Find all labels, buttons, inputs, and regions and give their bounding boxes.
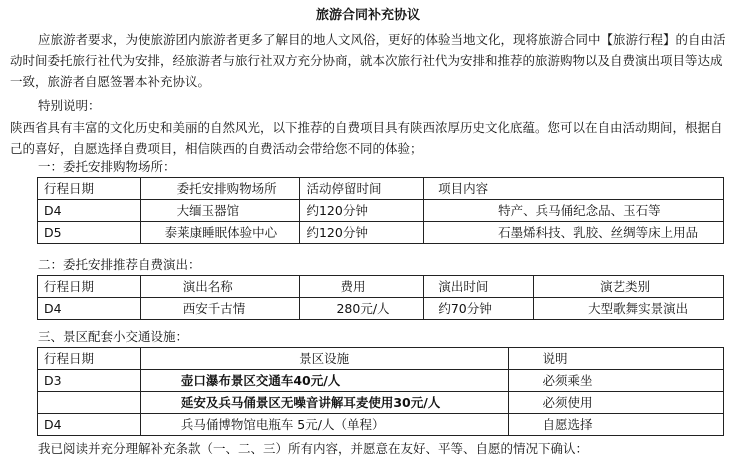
header-cost: 费用 <box>300 276 424 298</box>
header-date: 行程日期 <box>38 276 141 298</box>
cell-date: D4 <box>38 414 141 436</box>
table-row <box>38 222 724 244</box>
cell-show-time: 约70分钟 <box>424 298 534 320</box>
special-note-label: 特别说明： <box>38 98 101 113</box>
header-facility: 景区设施 <box>140 348 508 370</box>
cell-facility: 兵马俑博物馆电瓶车 5元/人（单程） <box>140 414 508 436</box>
cell-facility: 延安及兵马俑景区无噪音讲解耳麦使用30元/人 <box>140 392 508 414</box>
header-show-time: 演出时间 <box>424 276 534 298</box>
cell-date: D4 <box>38 298 141 320</box>
transport-table <box>37 347 724 436</box>
header-item-content: 项目内容 <box>424 178 724 200</box>
table-row <box>38 392 724 414</box>
section-shows-heading: 二：委托安排推荐自费演出： <box>38 257 201 272</box>
shows-table <box>37 275 724 320</box>
cell-note: 必须使用 <box>508 392 723 414</box>
section-shopping-heading: 一：委托安排购物场所： <box>38 159 176 174</box>
cell-stay-time: 约120分钟 <box>300 200 424 222</box>
header-show-name: 演出名称 <box>140 276 300 298</box>
cell-show-name: 西安千古情 <box>140 298 300 320</box>
header-note: 说明 <box>508 348 723 370</box>
cell-note: 必须乘坐 <box>508 370 723 392</box>
table-header-row <box>38 348 724 370</box>
shopping-table <box>37 177 724 244</box>
cell-item-content: 石墨烯科技、乳胶、丝绸等床上用品 <box>424 222 724 244</box>
table-row <box>38 414 724 436</box>
cell-date: D3 <box>38 370 141 392</box>
header-show-category: 演艺类别 <box>534 276 724 298</box>
header-date: 行程日期 <box>38 348 141 370</box>
table-row <box>38 298 724 320</box>
intro-paragraph: 应旅游者要求，为使旅游团内旅游者更多了解目的地人文风俗，更好的体验当地文化，现将旅游合同中【旅游行程】的自由活动时间委托旅行社代为安排，经旅游者与旅行社双方充分协商，就本次旅行社代为安排和推荐的旅游购物以及自费演出项目等达成一致，旅游者自愿签署本补充协议。 <box>10 32 726 89</box>
cell-shopping-place: 泰莱康睡眠体验中心 <box>140 222 300 244</box>
cell-date <box>38 392 141 414</box>
section-transport-heading: 三、景区配套小交通设施： <box>38 329 189 344</box>
table-row <box>38 370 724 392</box>
document-title: 旅游合同补充协议 <box>315 8 420 23</box>
cell-date: D5 <box>38 222 141 244</box>
table-header-row <box>38 276 724 298</box>
cell-stay-time: 约120分钟 <box>300 222 424 244</box>
table-header-row <box>38 178 724 200</box>
special-note-text: 陕西省具有丰富的文化历史和美丽的自然风光，以下推荐的自费项目具有陕西浓厚历史文化底蕴。您可以在自由活动期间，根据自己的喜好，自愿选择自费项目，相信陕西的自费活动会带给您不同的体验； <box>10 120 723 156</box>
header-stay-time: 活动停留时间 <box>300 178 424 200</box>
cell-facility: 壶口瀑布景区交通车40元/人 <box>140 370 508 392</box>
header-shopping-place: 委托安排购物场所 <box>140 178 300 200</box>
cell-note: 自愿选择 <box>508 414 723 436</box>
cell-cost: 280元/人 <box>300 298 424 320</box>
cell-show-category: 大型歌舞实景演出 <box>534 298 724 320</box>
header-date: 行程日期 <box>38 178 141 200</box>
cell-date: D4 <box>38 200 141 222</box>
table-row <box>38 200 724 222</box>
cell-shopping-place: 大缅玉器馆 <box>140 200 300 222</box>
cell-item-content: 特产、兵马俑纪念品、玉石等 <box>424 200 724 222</box>
confirmation-statement: 我已阅读并充分理解补充条款（一、二、三）所有内容，并愿意在友好、平等、自愿的情况下确认： <box>38 441 589 456</box>
